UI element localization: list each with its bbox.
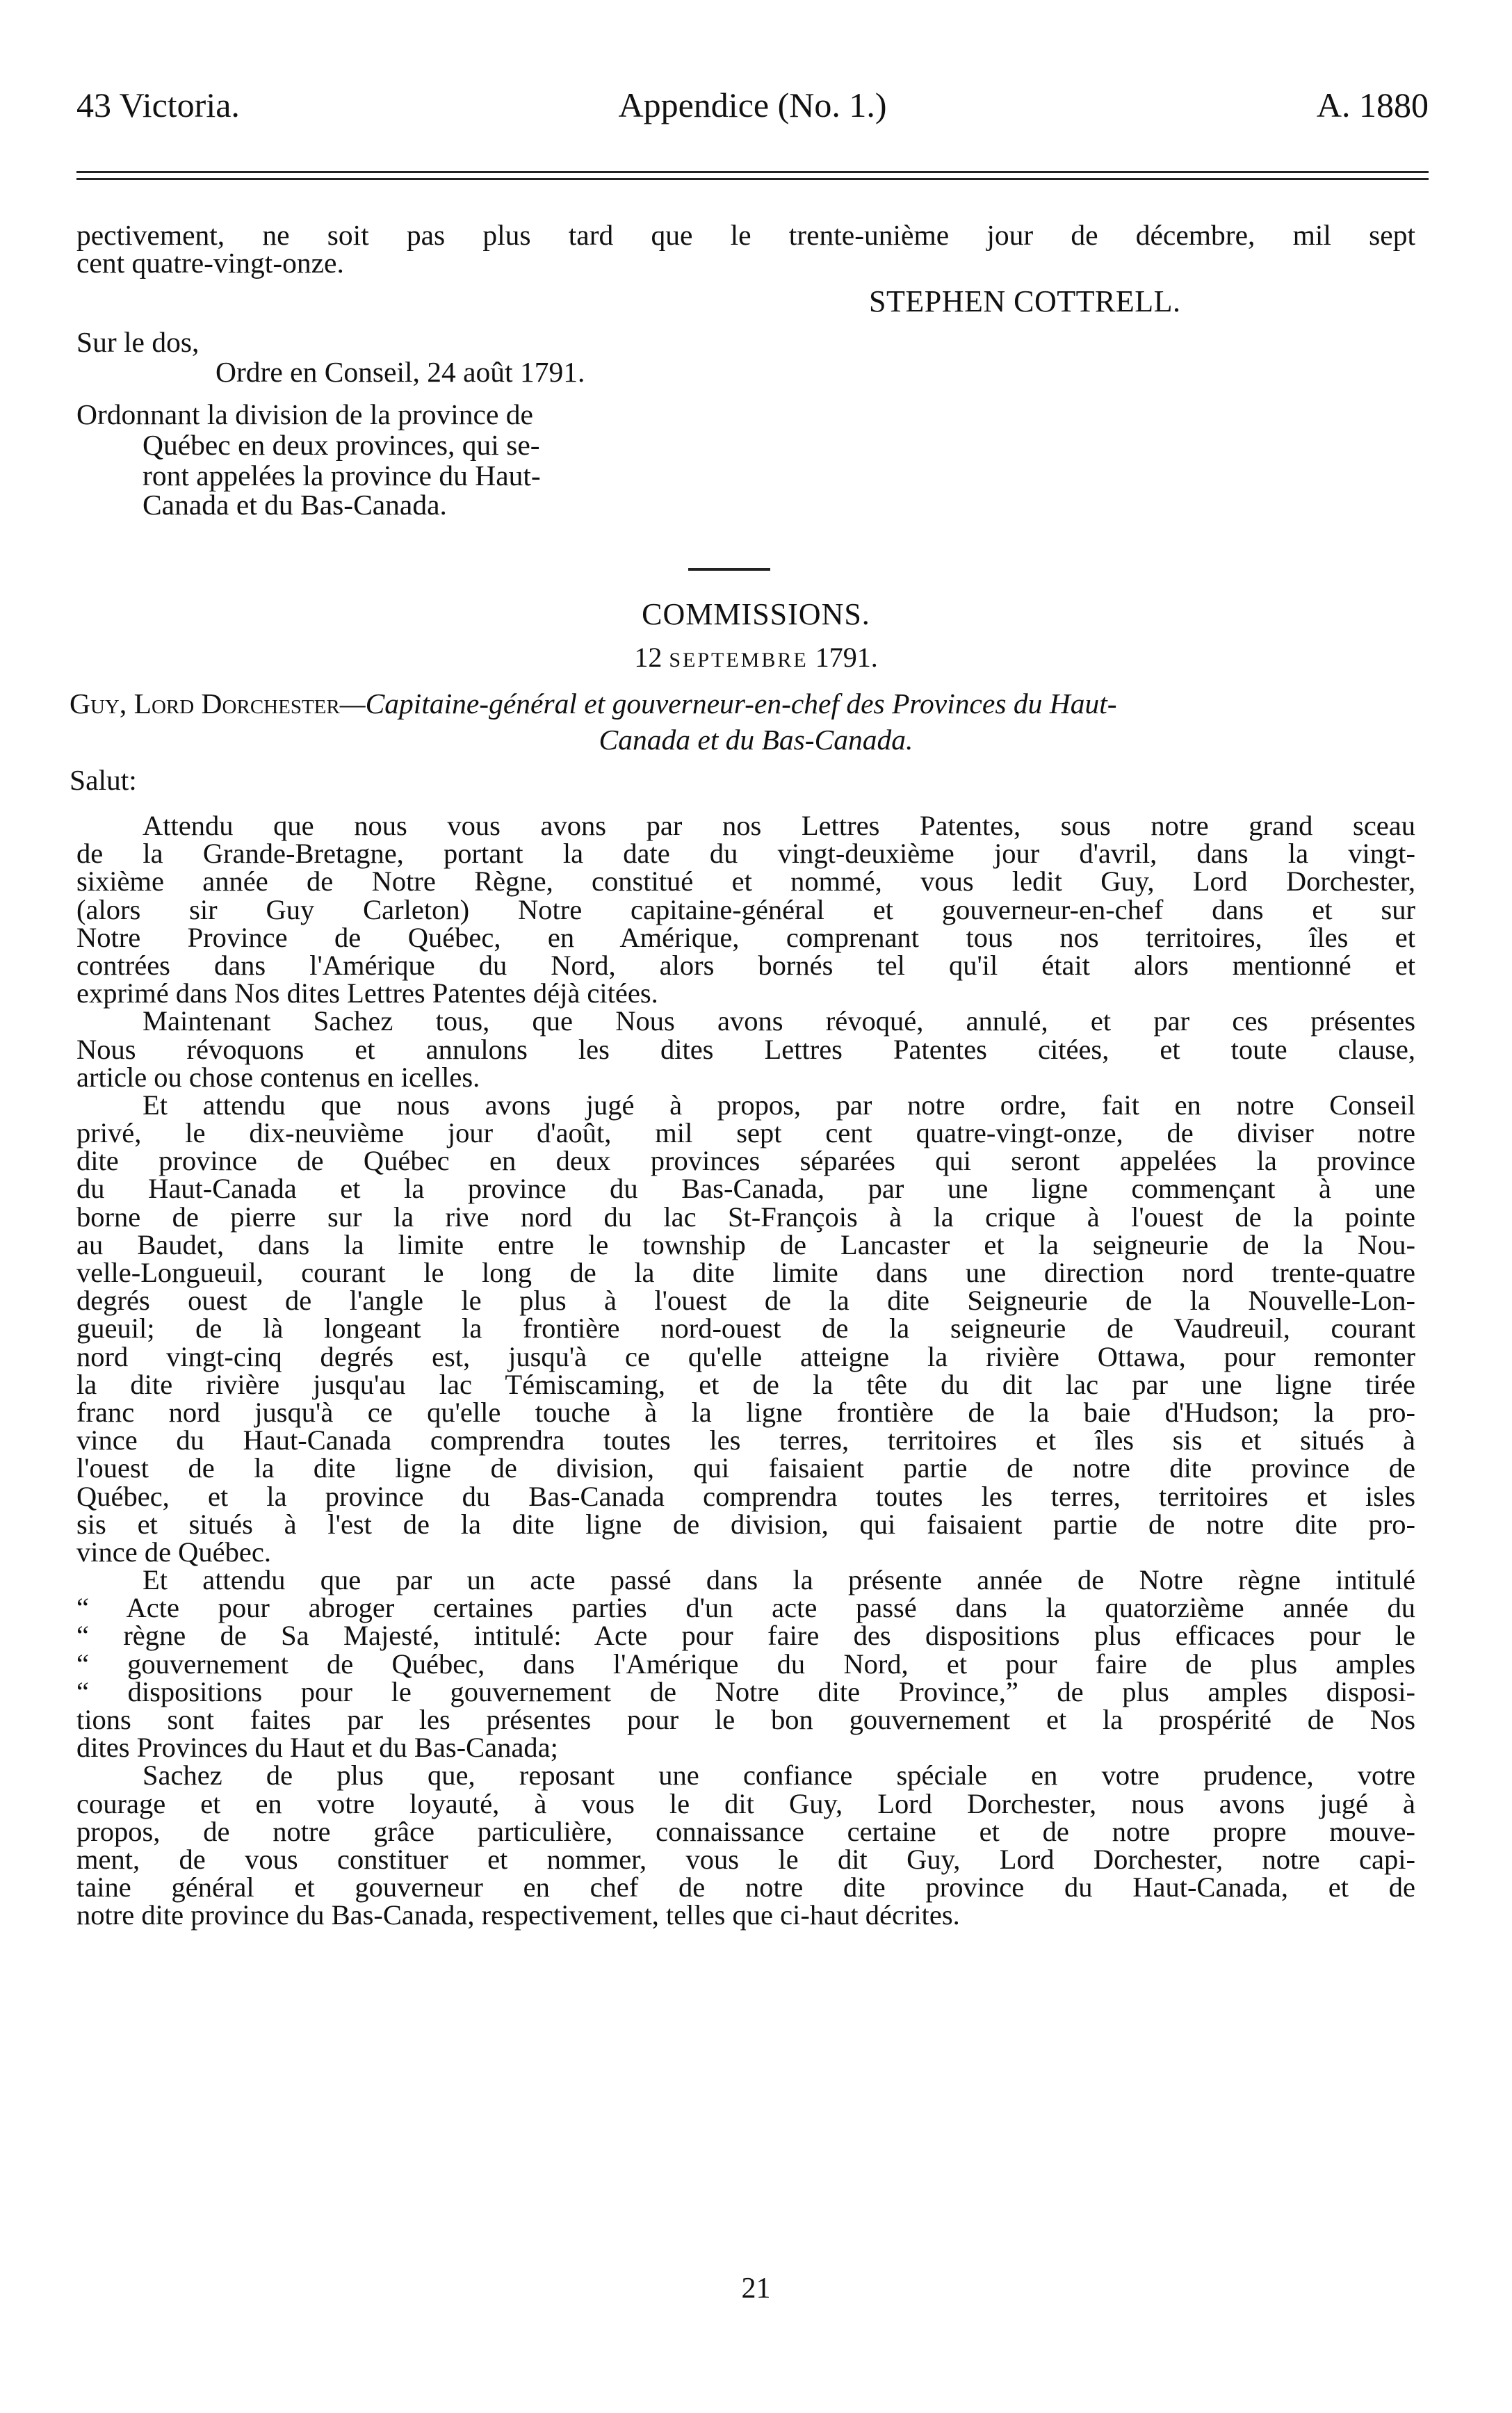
- body-line: vince de Québec.: [76, 1536, 271, 1568]
- body-line: Et attendu que nous avons jugé à propos, par notre ordre, fait en notre Conseil: [143, 1089, 1415, 1121]
- body-line: Notre Province de Québec, en Amérique, comprenant tous nos territoires, îles et: [76, 921, 1415, 953]
- body-line: au Baudet, dans la limite entre le township de Lancaster et la seigneurie de la Nou-: [76, 1228, 1415, 1260]
- body-line: “ règne de Sa Majesté, intitulé: Acte pour faire des dispositions plus efficaces pour le: [76, 1620, 1415, 1652]
- endorsement-order: Ordre en Conseil, 24 août 1791.: [216, 356, 585, 388]
- header-year: A. 1880: [1316, 86, 1429, 124]
- body-line: privé, le dix-neuvième jour d'août, mil sept cent quatre-vingt-onze, de diviser notre: [76, 1117, 1415, 1149]
- body-line: exprimé dans Nos dites Lettres Patentes déjà citées.: [76, 977, 658, 1009]
- section-heading: COMMISSIONS.: [642, 597, 870, 631]
- body-line: contrées dans l'Amérique du Nord, alors bornés tel qu'il était alors mentionné et: [76, 949, 1415, 981]
- body-line: “ Acte pour abroger certaines parties d'un acte passé dans la quatorzième année du: [76, 1592, 1415, 1624]
- body-line: Sachez de plus que, reposant une confiance spéciale en votre prudence, votre: [143, 1760, 1415, 1792]
- body-line: Et attendu que par un acte passé dans la présente année de Notre règne intitulé: [143, 1564, 1415, 1596]
- endorsement-line: Québec en deux provinces, qui se-: [143, 429, 540, 461]
- body-line: borne de pierre sur la rive nord du lac St-François à la crique à l'ouest de la pointe: [76, 1201, 1415, 1233]
- endorsement-label: Sur le dos,: [76, 326, 200, 358]
- signature: STEPHEN COTTRELL.: [869, 284, 1181, 318]
- body-line: velle-Longueuil, courant le long de la dite limite dans une direction nord trente-quatre: [76, 1257, 1415, 1288]
- body-line: article ou chose contenus en icelles.: [76, 1061, 480, 1093]
- body-line: taine général et gouverneur en chef de notre dite province du Haut-Canada, et de: [76, 1871, 1415, 1903]
- body-line: la dite rivière jusqu'au lac Témiscaming, et de la tête du dit lac par une ligne tirée: [76, 1368, 1415, 1400]
- addressee-title-continued: Canada et du Bas-Canada.: [599, 724, 913, 756]
- commission-body: [76, 812, 1415, 1930]
- body-line: courage et en votre loyauté, à vous le dit Guy, Lord Dorchester, nous avons jugé à: [76, 1787, 1415, 1819]
- body-line: tions sont faites par les présentes pour le bon gouvernement et la prospérité de Nos: [76, 1704, 1415, 1735]
- body-line: Attendu que nous vous avons par nos Lettres Patentes, sous notre grand sceau: [143, 810, 1415, 841]
- body-line: ment, de vous constituer et nommer, vous le dit Guy, Lord Dorchester, notre capi-: [76, 1843, 1415, 1875]
- date-month: SEPTEMBRE: [669, 649, 808, 672]
- body-line: nord vingt-cinq degrés est, jusqu'à ce qu'elle atteigne la rivière Ottawa, pour remonter: [76, 1340, 1415, 1372]
- body-line: de la Grande-Bretagne, portant la date du vingt-deuxième jour d'avril, dans la vingt-: [76, 838, 1415, 870]
- body-line: franc nord jusqu'à ce qu'elle touche à la ligne frontière de la baie d'Hudson; la pro-: [76, 1396, 1415, 1428]
- body-line: “ dispositions pour le gouvernement de Notre dite Province,” de plus amples disposi-: [76, 1675, 1415, 1707]
- body-line: notre dite province du Bas-Canada, respectivement, telles que ci-haut décrites.: [76, 1899, 960, 1931]
- body-line: du Haut-Canada et la province du Bas-Canada, par une ligne commençant à une: [76, 1173, 1415, 1205]
- body-line: (alors sir Guy Carleton) Notre capitaine-général et gouverneur-en-chef dans et sur: [76, 893, 1415, 925]
- body-line: l'ouest de la dite ligne de division, qui faisaient partie de notre dite province de: [76, 1452, 1415, 1484]
- body-line: Québec, et la province du Bas-Canada comprendra toutes les terres, territoires et isles: [76, 1480, 1415, 1512]
- addressee-title: —Capitaine-général et gouverneur-en-chef des Provinces du Haut-: [339, 688, 1117, 720]
- body-line: sis et situés à l'est de la dite ligne de division, qui faisaient partie de notre dite pro-: [76, 1508, 1415, 1540]
- intro-line-2: cent quatre-vingt-onze.: [76, 247, 344, 279]
- intro-line-1: pectivement, ne soit pas plus tard que le trente-unième jour de décembre, mil sept: [76, 219, 1415, 251]
- date-day: 12: [634, 642, 662, 673]
- header-appendix: Appendice (No. 1.): [618, 86, 887, 124]
- commission-date: [0, 641, 1512, 674]
- date-year: 1791.: [815, 642, 878, 673]
- body-line: sixième année de Notre Règne, constitué et nommé, vous ledit Guy, Lord Dorchester,: [76, 866, 1415, 897]
- body-line: degrés ouest de l'angle le plus à l'ouest de la dite Seigneurie de la Nouvelle-Lon-: [76, 1285, 1415, 1317]
- section-divider: [688, 568, 770, 571]
- body-line: propos, de notre grâce particulière, connaissance certaine et de notre propre mouve-: [76, 1815, 1415, 1847]
- body-line: Maintenant Sachez tous, que Nous avons révoqué, annulé, et par ces présentes: [143, 1005, 1415, 1037]
- endorsement-line: ront appelées la province du Haut-: [143, 460, 541, 491]
- endorsement-line: Ordonnant la division de la province de: [76, 398, 533, 430]
- header-session: 43 Victoria.: [76, 86, 240, 124]
- body-line: Nous révoquons et annulons les dites Lettres Patentes citées, et toute clause,: [76, 1033, 1415, 1065]
- salutation: Salut:: [70, 764, 137, 796]
- running-header: [76, 85, 1429, 133]
- addressee-name: Guy, Lord Dorchester: [70, 688, 340, 720]
- body-line: dite province de Québec en deux provinces séparées qui seront appelées la province: [76, 1145, 1415, 1177]
- header-rule-top: [76, 171, 1429, 173]
- header-rule-bottom: [76, 178, 1429, 180]
- body-line: dites Provinces du Haut et du Bas-Canada;: [76, 1732, 558, 1764]
- body-line: vince du Haut-Canada comprendra toutes les terres, territoires et îles sis et situés à: [76, 1424, 1415, 1456]
- endorsement-line: Canada et du Bas-Canada.: [143, 489, 447, 521]
- page-number: 21: [741, 2273, 771, 2305]
- body-line: “ gouvernement de Québec, dans l'Amérique du Nord, et pour faire de plus amples: [76, 1648, 1415, 1680]
- body-line: gueuil; de là longeant la frontière nord-ouest de la seigneurie de Vaudreuil, courant: [76, 1313, 1415, 1344]
- commission-addressee-line: [70, 690, 1415, 718]
